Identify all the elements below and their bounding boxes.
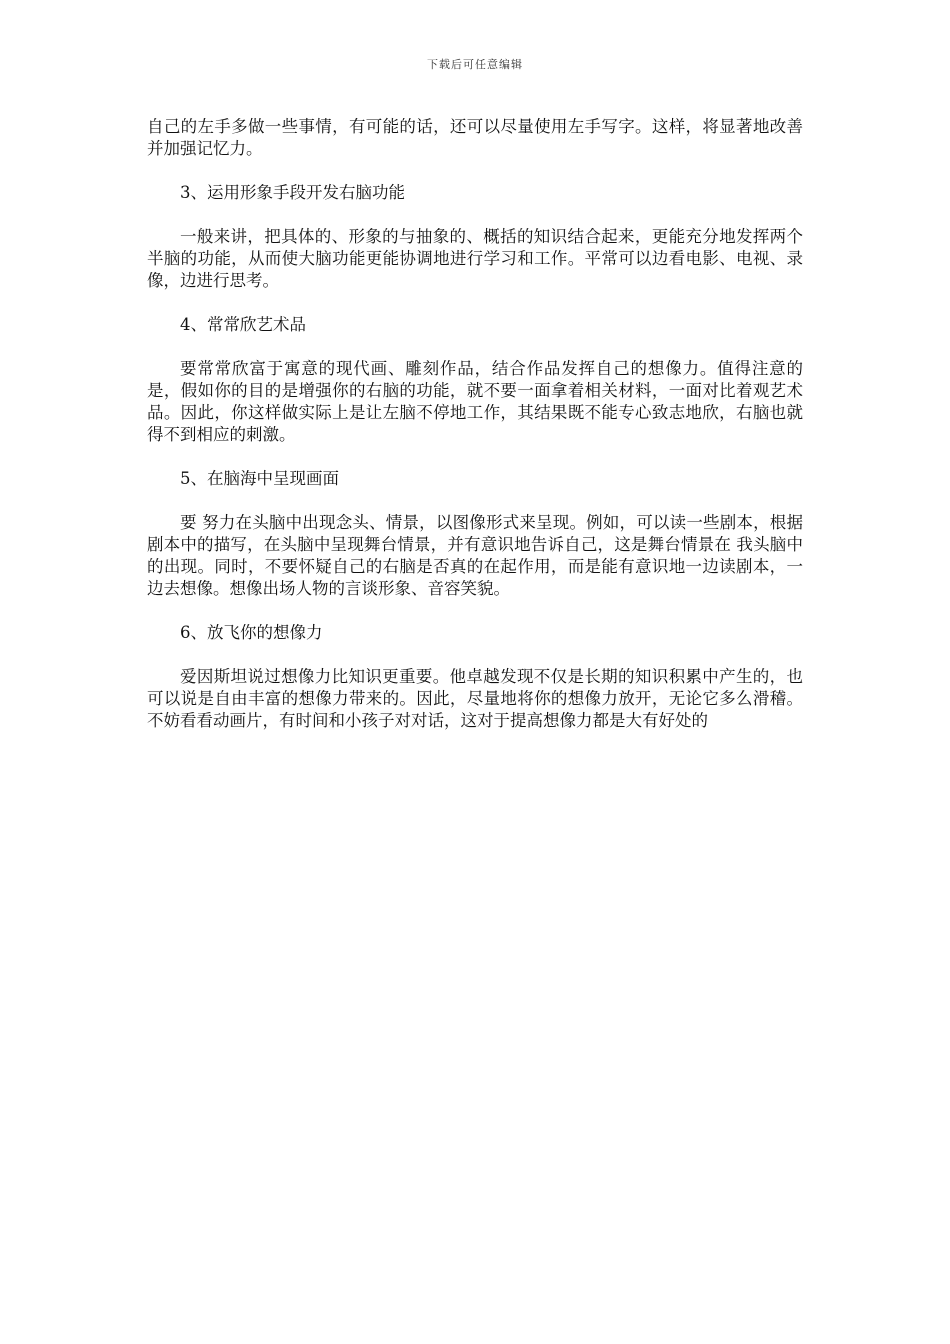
paragraph-gap	[147, 600, 803, 622]
section-heading-6: 6、放飞你的想像力	[180, 623, 323, 642]
paragraph-continuation: 自己的左手多做一些事情，有可能的话，还可以尽量使用左手写字。这样，将显著地改善并加强记忆力。	[147, 117, 803, 158]
paragraph-gap	[147, 292, 803, 314]
paragraph-section-4: 要常常欣富于寓意的现代画、雕刻作品，结合作品发挥自己的想像力。值得注意的是，假如你的目的是增强你的右脑的功能，就不要一面拿着相关材料，一面对比着观艺术品。因此，你这样做实际上是让左脑不停地工作，其结果既不能专心致志地欣，右脑也就得不到相应的刺激。	[147, 359, 803, 444]
section-heading-4: 4、常常欣艺术品	[180, 315, 306, 334]
page-header: 下载后可任意编辑	[427, 58, 523, 71]
paragraph-gap	[147, 644, 803, 666]
document-body	[147, 116, 803, 732]
paragraph-section-5: 要 努力在头脑中出现念头、情景，以图像形式来呈现。例如，可以读一些剧本，根据剧本中的描写，在头脑中呈现舞台情景，并有意识地告诉自己，这是舞台情景在 我头脑中的出现。同时，不要怀疑自己的右脑是否真的在起作用，而是能有意识地一边读剧本，一边去想像。想像出场人物的言谈形象、音容笑貌。	[147, 513, 803, 598]
section-heading-5: 5、在脑海中呈现画面	[180, 469, 339, 488]
paragraph-gap	[147, 490, 803, 512]
paragraph-gap	[147, 160, 803, 182]
paragraph-section-3: 一般来讲，把具体的、形象的与抽象的、概括的知识结合起来，更能充分地发挥两个半脑的功能，从而使大脑功能更能协调地进行学习和工作。平常可以边看电影、电视、录像，边进行思考。	[147, 227, 803, 290]
paragraph-gap	[147, 204, 803, 226]
paragraph-section-6: 爱因斯坦说过想像力比知识更重要。他卓越发现不仅是长期的知识积累中产生的，也可以说是自由丰富的想像力带来的。因此，尽量地将你的想像力放开，无论它多么滑稽。不妨看看动画片，有时间和小孩子对对话，这对于提高想像力都是大有好处的	[147, 667, 803, 730]
paragraph-gap	[147, 336, 803, 358]
section-heading-3: 3、运用形象手段开发右脑功能	[180, 183, 405, 202]
paragraph-gap	[147, 446, 803, 468]
